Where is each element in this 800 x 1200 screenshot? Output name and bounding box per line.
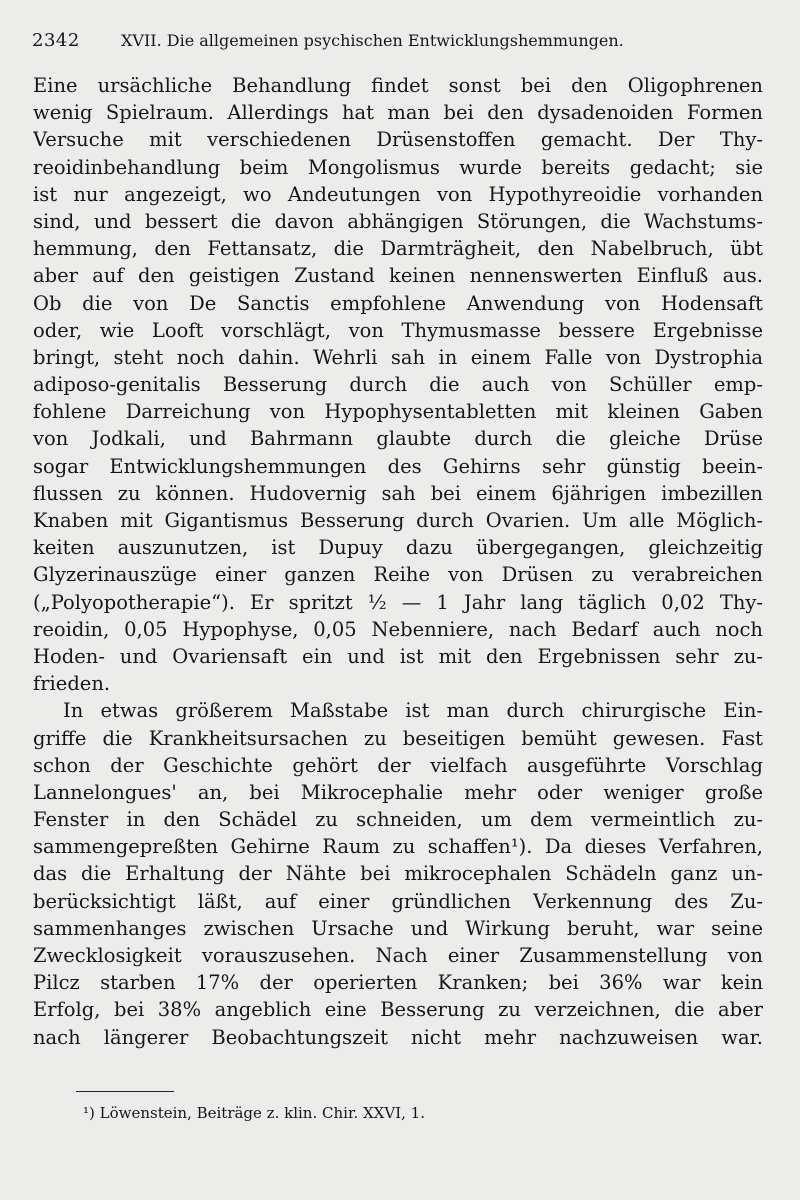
- text-line: Fenster in den Schädel zu schneiden, um dem vermeintlich zu-: [33, 808, 763, 832]
- page-header: [32, 30, 762, 58]
- text-line: Versuche mit verschiedenen Drüsenstoffen gemacht. Der Thy-: [33, 128, 763, 152]
- text-line: sammengepreßten Gehirne Raum zu schaffen¹). Da dieses Verfahren,: [33, 835, 763, 859]
- page-number: 2342: [32, 30, 80, 51]
- body-text: [33, 72, 763, 1051]
- text-line: von Jodkali, und Bahrmann glaubte durch die gleiche Drüse: [33, 427, 763, 451]
- text-line: sogar Entwicklungshemmungen des Gehirns sehr günstig beein-: [33, 454, 763, 478]
- text-line: bringt, steht noch dahin. Wehrli sah in einem Falle von Dystrophia: [33, 345, 763, 369]
- paragraph: [33, 72, 763, 697]
- text-line: das die Erhaltung der Nähte bei mikrocephalen Schädeln ganz un-: [33, 862, 763, 886]
- text-line: oder, wie Looft vorschlägt, von Thymusmasse bessere Ergebnisse: [33, 318, 763, 342]
- text-line: wenig Spielraum. Allerdings hat man bei den dysadenoiden Formen: [33, 101, 763, 125]
- running-head: XVII. Die allgemeinen psychischen Entwicklungshemmungen.: [121, 31, 624, 50]
- text-line: nach längerer Beobachtungszeit nicht mehr nachzuweisen war.: [33, 1025, 763, 1049]
- text-line: berücksichtigt läßt, auf einer gründlichen Verkennung des Zu-: [33, 889, 763, 913]
- text-line: keiten auszunutzen, ist Dupuy dazu übergegangen, gleichzeitig: [33, 536, 763, 560]
- text-line: aber auf den geistigen Zustand keinen nennenswerten Einfluß aus.: [33, 264, 763, 288]
- text-line: Zwecklosigkeit vorauszusehen. Nach einer Zusammenstellung von: [33, 944, 763, 967]
- footnote: ¹) Löwenstein, Beiträge z. klin. Chir. XXVI, 1.: [83, 1104, 425, 1122]
- text-line: („Polyopotherapie“). Er spritzt ½ — 1 Jahr lang täglich 0,02 Thy-: [33, 590, 763, 614]
- text-line: reoidinbehandlung beim Mongolismus wurde bereits gedacht; sie: [33, 155, 763, 179]
- text-line: Ob die von De Sanctis empfohlene Anwendung von Hodensaft: [33, 291, 763, 315]
- text-line: Glyzerinauszüge einer ganzen Reihe von Drüsen zu verabreichen: [33, 563, 763, 587]
- text-line: sammenhanges zwischen Ursache und Wirkung beruht, war seine: [33, 916, 763, 940]
- paragraph: [33, 697, 763, 1050]
- text-line: hemmung, den Fettansatz, die Darmträgheit, den Nabelbruch, übt: [33, 237, 763, 261]
- text-line: Knaben mit Gigantismus Besserung durch Ovarien. Um alle Möglich-: [33, 509, 763, 532]
- text-line: ist nur angezeigt, wo Andeutungen von Hypothyreoidie vorhanden: [33, 182, 763, 206]
- text-line: reoidin, 0,05 Hypophyse, 0,05 Nebenniere, nach Bedarf auch noch: [33, 617, 763, 641]
- text-line: Hoden- und Ovariensaft ein und ist mit den Ergebnissen sehr zu-: [33, 644, 763, 668]
- footnote-rule: [76, 1091, 174, 1092]
- text-line: adiposo-genitalis Besserung durch die auch von Schüller emp-: [33, 373, 763, 397]
- text-line: Pilcz starben 17% der operierten Kranken; bei 36% war kein: [33, 971, 763, 995]
- text-line: Lannelongues' an, bei Mikrocephalie mehr oder weniger große: [33, 780, 763, 804]
- text-line: griffe die Krankheitsursachen zu beseitigen bemüht gewesen. Fast: [33, 726, 763, 750]
- text-line: flussen zu können. Hudovernig sah bei einem 6jährigen imbezillen: [33, 481, 763, 505]
- text-line: fohlene Darreichung von Hypophysentabletten mit kleinen Gaben: [33, 400, 763, 424]
- text-line: schon der Geschichte gehört der vielfach ausgeführte Vorschlag: [33, 753, 763, 777]
- text-line: Erfolg, bei 38% angeblich eine Besserung zu verzeichnen, die aber: [33, 998, 763, 1022]
- text-line: Eine ursächliche Behandlung findet sonst bei den Oligophrenen: [33, 74, 763, 97]
- text-line: In etwas größerem Maßstabe ist man durch chirurgische Ein-: [63, 699, 763, 723]
- text-line: frieden.: [33, 672, 111, 696]
- text-line: sind, und bessert die davon abhängigen Störungen, die Wachstums-: [33, 209, 763, 233]
